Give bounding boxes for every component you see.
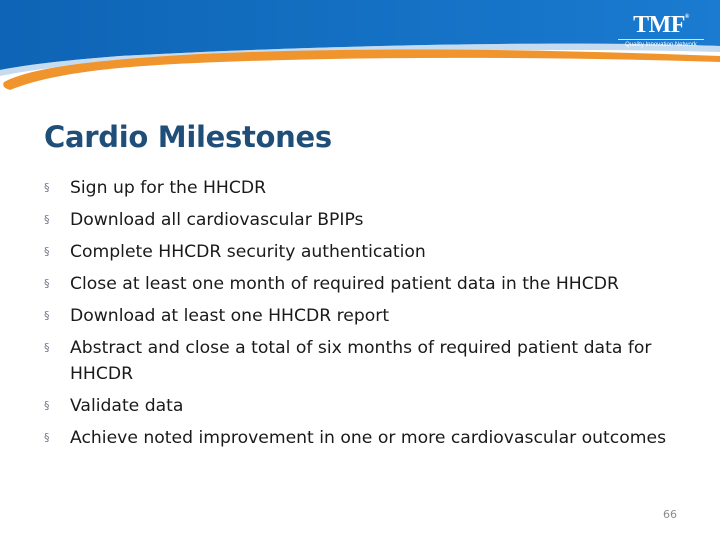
list-item-text: Abstract and close a total of six months of required patient data for HHCDR [70, 338, 652, 384]
list-item-text: Achieve noted improvement in one or more cardiovascular outcomes [70, 428, 667, 448]
bullet-icon: § [44, 309, 50, 322]
bullet-icon: § [44, 431, 50, 444]
list-item-text: Close at least one month of required patient data in the HHCDR [70, 274, 619, 294]
tmf-logo [612, 4, 710, 49]
list-item [44, 425, 684, 451]
header-banner [0, 0, 720, 100]
bullet-icon: § [44, 213, 50, 226]
list-item [44, 239, 684, 265]
bullet-icon: § [44, 245, 50, 258]
milestone-list [44, 175, 684, 457]
page-number: 66 [663, 508, 677, 521]
list-item [44, 175, 684, 201]
list-item [44, 393, 684, 419]
bullet-icon: § [44, 181, 50, 194]
logo-wordmark: TMF [633, 12, 685, 38]
logo-tagline: Quality Innovation Network [618, 39, 704, 49]
list-item [44, 303, 684, 329]
logo-trademark: ® [684, 14, 689, 20]
list-item-text: Download all cardiovascular BPIPs [70, 210, 364, 230]
list-item [44, 271, 684, 297]
list-item-text: Complete HHCDR security authentication [70, 242, 426, 262]
list-item-text: Sign up for the HHCDR [70, 178, 267, 198]
bullet-icon: § [44, 277, 50, 290]
slide-title: Cardio Milestones [44, 120, 332, 154]
list-item [44, 335, 684, 387]
list-item-text: Download at least one HHCDR report [70, 306, 390, 326]
bullet-icon: § [44, 341, 50, 354]
bullet-icon: § [44, 399, 50, 412]
list-item-text: Validate data [70, 396, 184, 416]
list-item [44, 207, 684, 233]
